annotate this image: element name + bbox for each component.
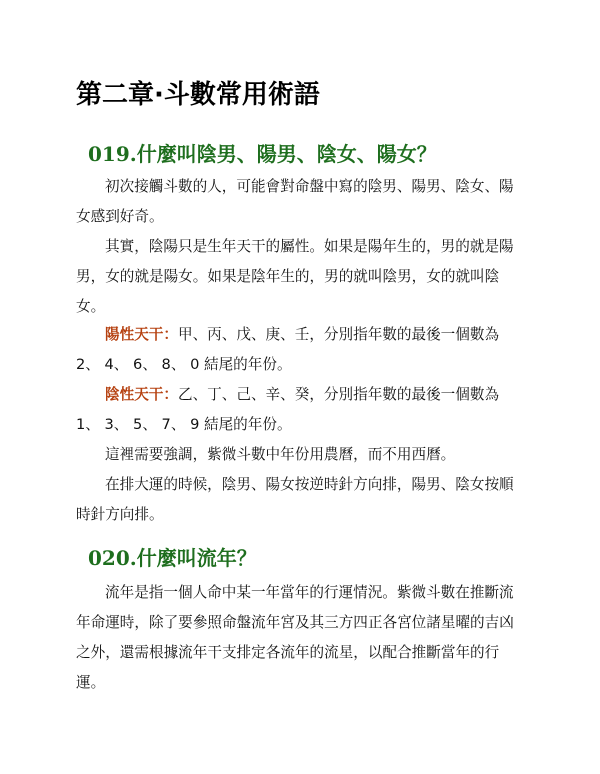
text-line: 時針方向排。 <box>76 506 164 523</box>
text-line: 年命運時，除了要參照命盤流年宮及其三方四正各宮位諸星曜的吉凶 <box>76 614 514 631</box>
text-line: 這裡需要強調，紫微斗數中年份用農曆，而不用西曆。 <box>105 446 456 463</box>
text-line <box>76 320 528 350</box>
text-line: 運。 <box>76 674 106 691</box>
paragraph-yin-stems <box>76 380 528 440</box>
paragraph-decade-luck-direction <box>76 470 528 530</box>
text-line: 1、 3、 5、 7、 9 結尾的年份。 <box>76 416 292 433</box>
section-number: 020. <box>88 546 137 570</box>
paragraph-annual-fortune <box>76 578 528 698</box>
section-heading-text: 什麼叫陰男、陽男、陰女、陽女？ <box>136 142 437 166</box>
yin-stems-label: 陰性天干： <box>105 386 178 403</box>
text-line: 2、 4、 6、 8、 0 結尾的年份。 <box>76 356 292 373</box>
text-line: 女感到好奇。 <box>76 208 164 225</box>
text-line: 在排大運的時候，陰男、陽女按逆時針方向排，陽男、陰女按順 <box>105 476 514 493</box>
paragraph-yin-yang-explanation <box>76 232 528 322</box>
paragraph-lunar-calendar-note <box>76 440 528 470</box>
yang-stems-text: 甲、丙、戊、庚、壬，分別指年數的最後一個數為 <box>177 326 500 343</box>
text-line: 初次接觸斗數的人，可能會對命盤中寫的陰男、陽男、陰女、陽 <box>105 178 514 195</box>
text-line: 女。 <box>76 298 106 315</box>
paragraph-intro <box>76 172 528 232</box>
chapter-title: 第二章·斗數常用術語 <box>76 80 320 110</box>
section-heading-019 <box>88 138 437 167</box>
text-line: 其實，陰陽只是生年天干的屬性。如果是陽年生的，男的就是陽 <box>105 238 514 255</box>
section-heading-020 <box>88 542 257 571</box>
yin-stems-text: 乙、丁、己、辛、癸，分別指年數的最後一個數為 <box>177 386 500 403</box>
text-line: 流年是指一個人命中某一年當年的行運情況。紫微斗數在推斷流 <box>105 584 514 601</box>
section-number: 019. <box>88 142 137 166</box>
yang-stems-label: 陽性天干： <box>105 326 178 343</box>
paragraph-yang-stems <box>76 320 528 380</box>
section-heading-text: 什麼叫流年？ <box>136 546 257 570</box>
text-line <box>76 380 528 410</box>
text-line: 之外，還需根據流年干支排定各流年的流星，以配合推斷當年的行 <box>76 644 500 661</box>
text-line: 男，女的就是陽女。如果是陰年生的，男的就叫陰男，女的就叫陰 <box>76 268 500 285</box>
